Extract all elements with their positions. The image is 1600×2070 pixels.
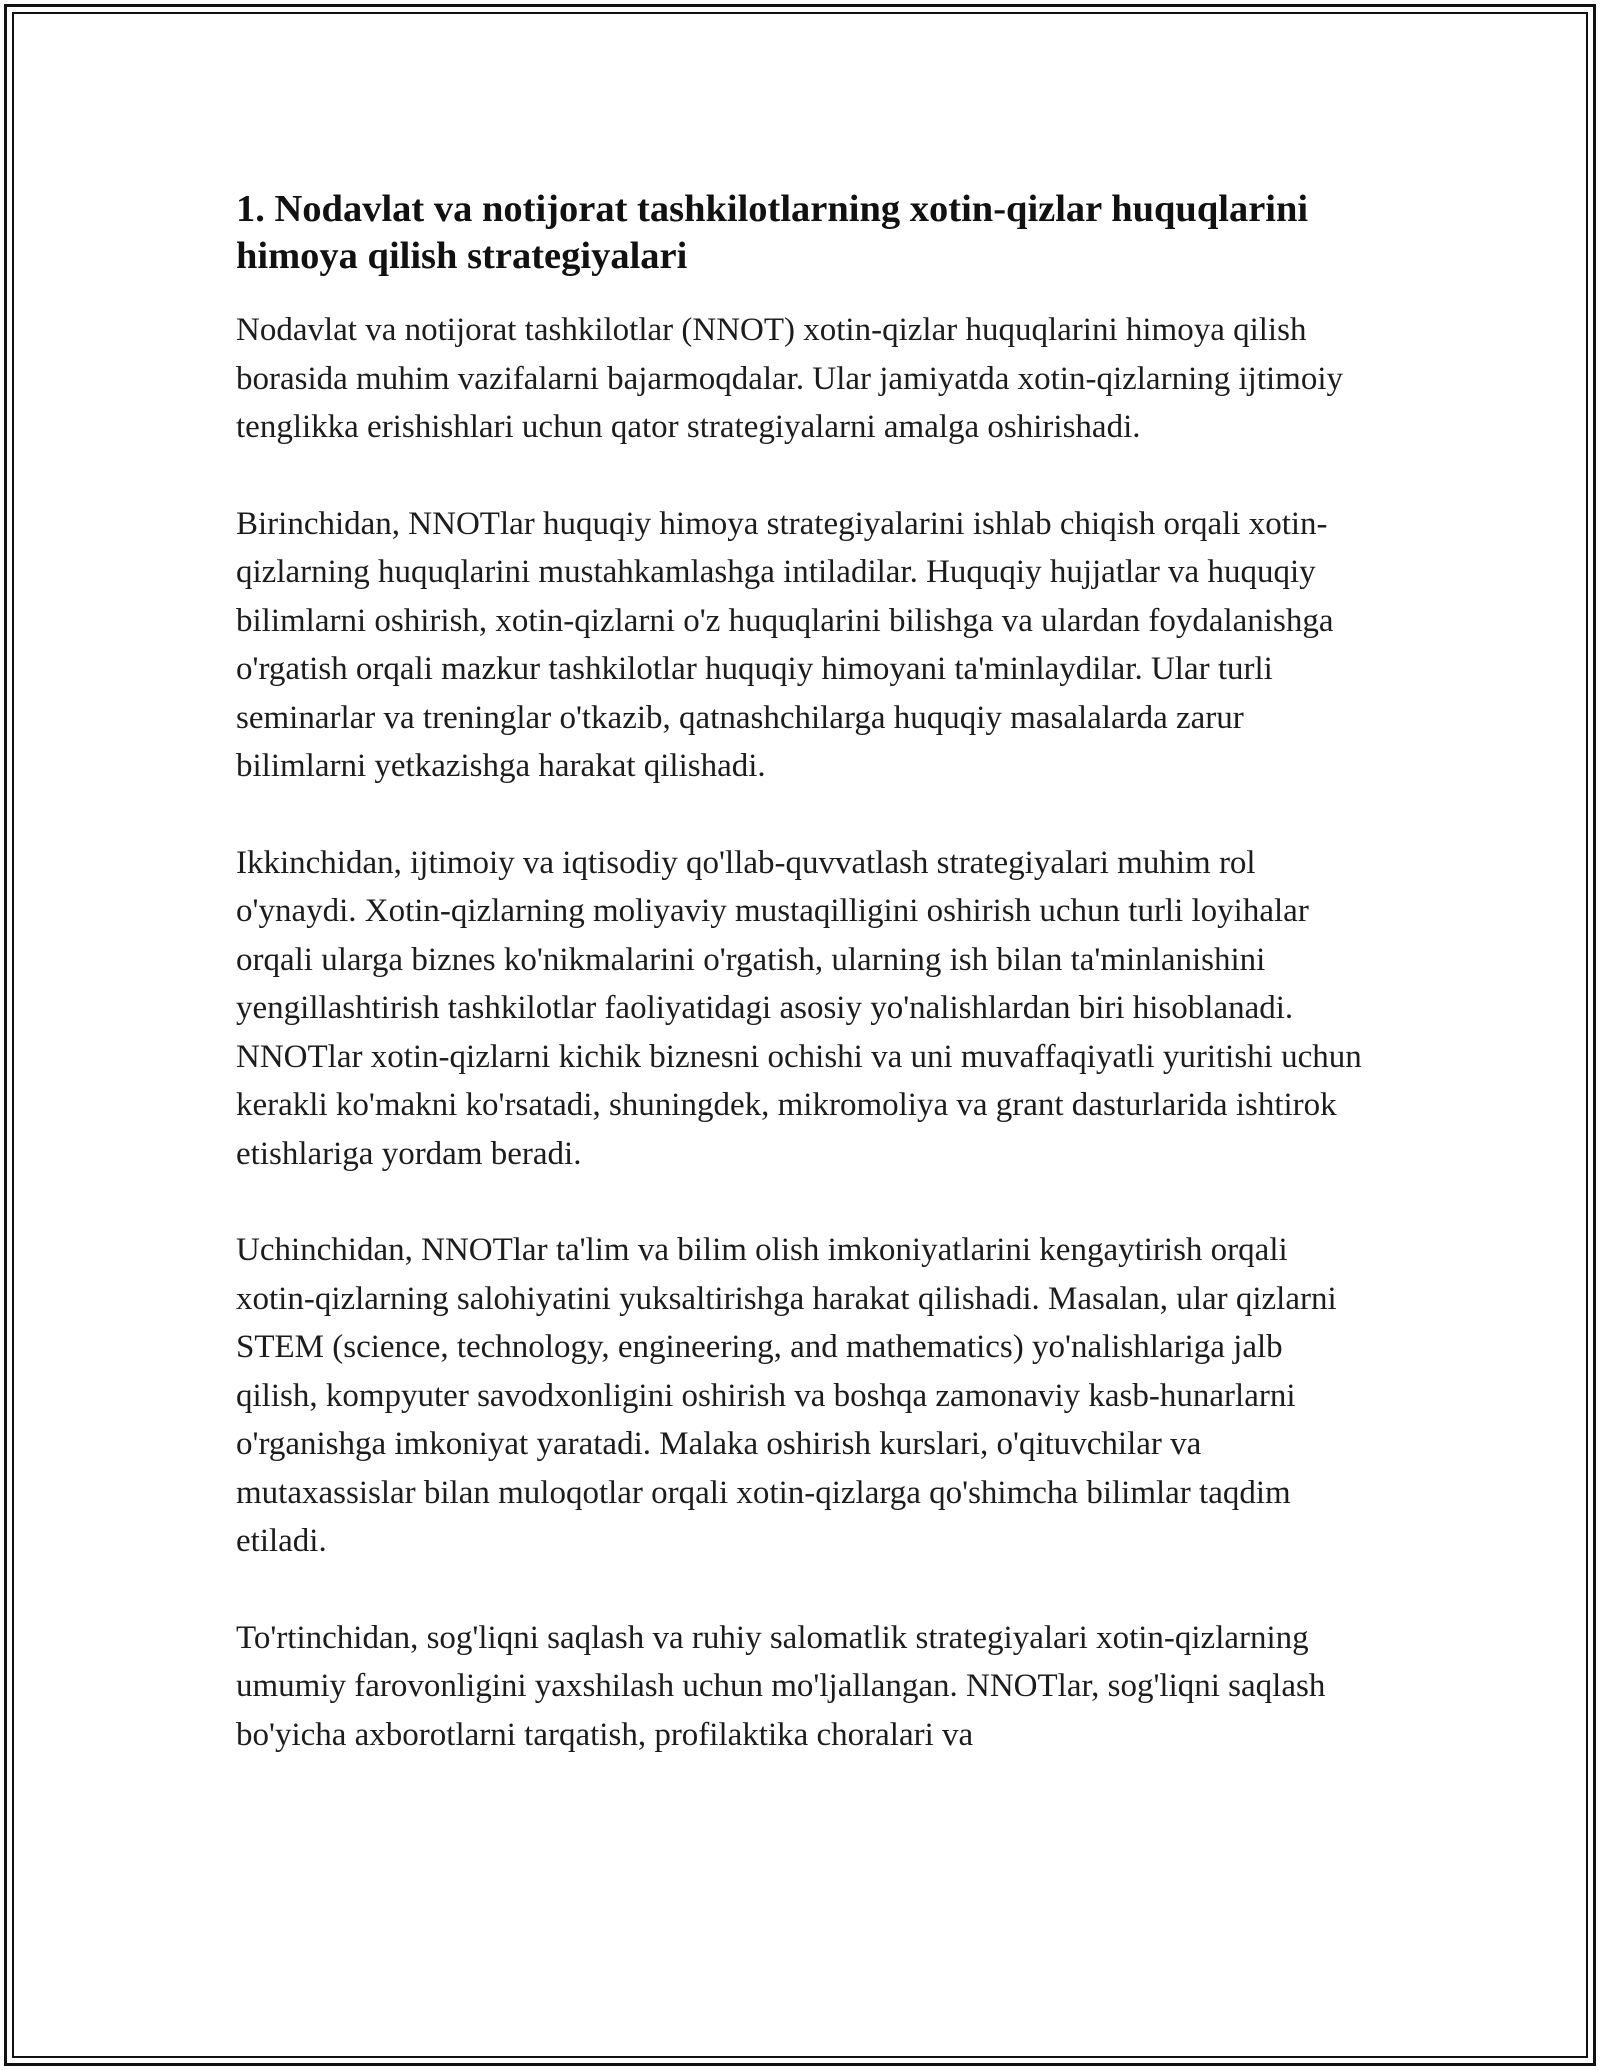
paragraph-second: Ikkinchidan, ijtimoiy va iqtisodiy qo'llab-quvvatlash strategiyalari muhim rol o'ynaydi. Xotin-qizlarning moliyaviy mustaqilligini oshirish uchun turli loyihalar orqali ularga biznes ko'nikmalarini o'rgatish, ularning ish bilan ta'minlanishini yengillashtirish tashkilotlar faoliyatidagi asosiy yo'nalishlardan biri hisoblanadi. NNOTlar xotin-qizlarni kichik biznesni ochishi va uni muvaffaqiyatli yuritishi uchun kerakli ko'makni ko'rsatadi, shuningdek, mikromoliya va grant dasturlarida ishtirok etishlariga yordam beradi. xyxy=(236,844,1362,1172)
paragraph-fourth: To'rtinchidan, sog'liqni saqlash va ruhiy salomatlik strategiyalari xotin-qizlarning umumiy farovonligini yaxshilash uchun mo'ljallangan. NNOTlar, sog'liqni saqlash bo'yicha axborotlarni tarqatish, profilaktika choralari va xyxy=(236,1619,1326,1753)
paragraph-third: Uchinchidan, NNOTlar ta'lim va bilim olish imkoniyatlarini kengaytirish orqali xotin-qizlarning salohiyatini yuksaltirishga harakat qilishadi. Masalan, ular qizlarni STEM (science, technology, engineering, and mathematics) yo'nalishlariga jalb qilish, kompyuter savodxonligini oshirish va boshqa zamonaviy kasb-hunarlarni o'rganishga imkoniyat yaratadi. Malaka oshirish kurslari, o'qituvchilar va mutaxassislar bilan muloqotlar orqali xotin-qizlarga qo'shimcha bilimlar taqdim etiladi. xyxy=(236,1232,1337,1559)
document-body xyxy=(236,186,1366,1807)
paragraph-intro: Nodavlat va notijorat tashkilotlar (NNOT) xotin-qizlar huquqlarini himoya qilish borasida muhim vazifalarni bajarmoqdalar. Ular jamiyatda xotin-qizlarning ijtimoiy tenglikka erishishlari uchun qator strategiyalarni amalga oshirishadi. xyxy=(236,312,1343,445)
paragraph-first: Birinchidan, NNOTlar huquqiy himoya strategiyalarini ishlab chiqish orqali xotin-qizlarning huquqlarini mustahkamlashga intiladilar. Huquqiy hujjatlar va huquqiy bilimlarni oshirish, xotin-qizlarni o'z huquqlarini bilishga va ulardan foydalanishga o'rgatish orqali mazkur tashkilotlar huquqiy himoyani ta'minlaydilar. Ular turli seminarlar va treninglar o'tkazib, qatnashchilarga huquqiy masalalarda zarur bilimlarni yetkazishga harakat qilishadi. xyxy=(236,505,1334,784)
section-heading: 1. Nodavlat va notijorat tashkilotlarning xotin-qizlar huquqlarini himoya qilish strategiyalari xyxy=(236,188,1309,277)
